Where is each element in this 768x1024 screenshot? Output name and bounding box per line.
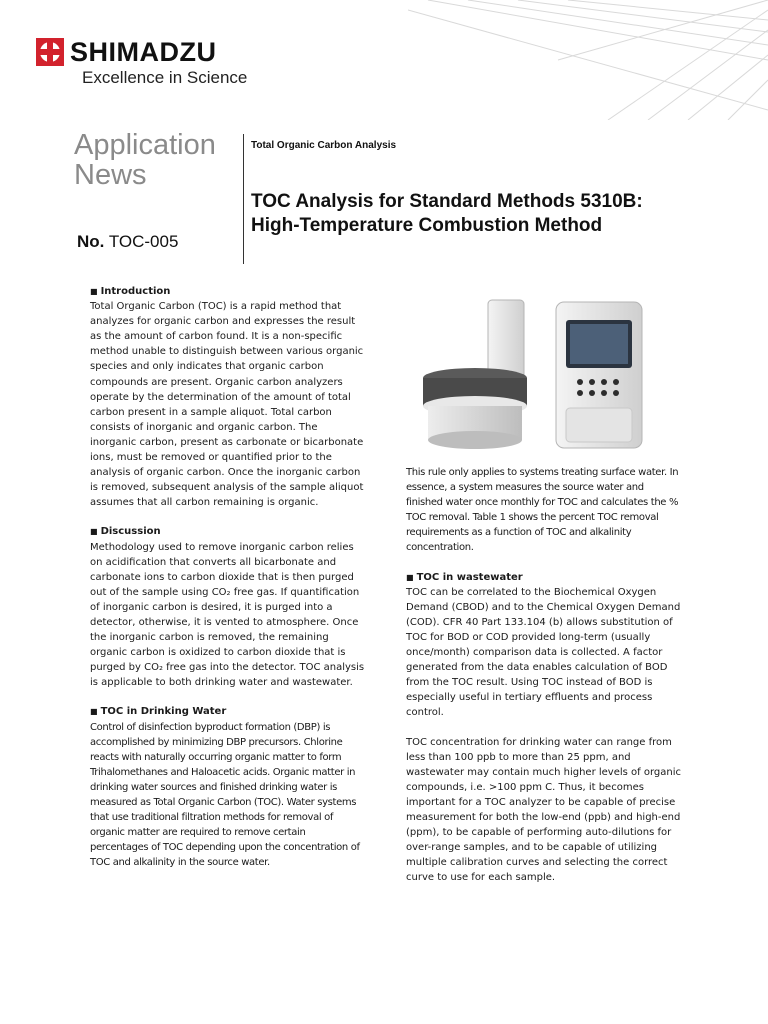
concentration-paragraph: TOC concentration for drinking water can range from less than 100 ppb to more than 25 ppm, and wastewater may contain much higher levels of organic compounds, i.e. >100 ppm C. Thus, it becomes important for a TOC analyzer to be capable of precise measurement for both the low-end (ppb) and high-end (ppm), to be capable of performing auto-dilutions for over-range samples, and to be capable of utilizing multiple calibration curves and selecting the correct curve to use for each sample. (406, 736, 681, 884)
toc-analyzer-photo (420, 290, 660, 460)
square-bullet-icon: ■ (90, 287, 98, 296)
drinking-water-paragraph: Control of disinfection byproduct formation (DBP) is accomplished by minimizing DBP precursors. Chlorine reacts with naturally occurring organic matter to form Trihalomethanes and Haloacetic acids. Organic matter in drinking water sources and finished drinking water is measured as Total Organic Carbon (TOC). Water systems that use traditional filtration methods for removal of organic matter are required to remove certain percentages of TOC depending upon the concentration of TOC and alkalinity in the source water. (90, 721, 360, 869)
brand-name: SHIMADZU (70, 37, 217, 67)
section-heading-wastewater (406, 570, 681, 585)
square-bullet-icon: ■ (406, 572, 414, 582)
document-type (74, 130, 216, 190)
document-type-line2: News (74, 159, 147, 191)
document-title-line2: High-Temperature Combustion Method (251, 215, 603, 236)
shimadzu-logo-icon (36, 38, 64, 66)
square-bullet-icon: ■ (90, 527, 98, 537)
document-type-line1: Application (74, 129, 216, 161)
document-category: Total Organic Carbon Analysis (251, 140, 397, 151)
discussion-paragraph: Methodology used to remove inorganic carbon relies on acidification that converts all bicarbonate and carbonate ions to carbon dioxide that is then purged out of the sample using CO₂ free gas. If quantification of inorganic carbon is desired, it is purged into a detector, otherwise, it is vented to atmosphere. Once the inorganic carbon is removed, the remaining organic carbon is oxidized to carbon dioxide that is purged by CO₂ free gas into the detector. TOC analysis is applicable to both drinking water and wastewater. (90, 541, 365, 689)
section-heading-drinking-water (90, 704, 365, 719)
document-number (77, 232, 178, 252)
document-number-value: TOC-005 (108, 232, 179, 251)
introduction-heading-text: Introduction (100, 286, 171, 297)
section-heading-discussion (90, 524, 365, 539)
document-title (251, 190, 711, 238)
right-column (406, 465, 681, 899)
document-title-line1: TOC Analysis for Standard Methods 5310B: (251, 191, 643, 212)
square-bullet-icon: ■ (90, 707, 98, 717)
brand-tagline: Excellence in Science (82, 68, 248, 87)
decorative-corner-lines (408, 0, 768, 120)
document-number-prefix: No. (77, 232, 105, 251)
drinking-water-heading-text: TOC in Drinking Water (100, 706, 227, 718)
section-heading-introduction (90, 284, 365, 299)
wastewater-paragraph: TOC can be correlated to the Biochemical Oxygen Demand (CBOD) and to the Chemical Oxygen Demand (COD). CFR 40 Part 133.104 (b) allows substitution of TOC for BOD or COD provided long-term (usually once/month) comparison data is collected. A factor generated from the data enables calculation of BOD from the TOC result. Using TOC instead of BOD is especially useful in tertiary effluents and process control. (406, 586, 681, 719)
brand-logo[interactable] (36, 38, 217, 66)
header-divider (243, 134, 244, 264)
introduction-paragraph: Total Organic Carbon (TOC) is a rapid method that analyzes for organic carbon and expresses the result as the amount of carbon found. It is a non-specific method unable to distinguish between various organic species and only indicates that organic carbon compounds are present. Organic carbon analyzers operate by the determination of the amount of total carbon present in a sample aliquot. Total carbon consists of inorganic and organic carbon. The inorganic carbon, present as carbonate or bicarbonate ions, must be removed or quantified prior to the analysis of organic carbon. Once the inorganic carbon is removed, subsequent analysis of the sample aliquot assumes that all carbon remaining is organic. (90, 301, 364, 509)
discussion-heading-text: Discussion (100, 526, 161, 538)
left-column (90, 284, 365, 884)
wastewater-heading-text: TOC in wastewater (416, 571, 523, 583)
rule-paragraph: This rule only applies to systems treating surface water. In essence, a system measures the source water and finished water once monthly for TOC and calculates the % TOC removal. Table 1 shows the percent TOC removal requirements as a function of TOC and alkalinity concentration. (406, 467, 679, 554)
